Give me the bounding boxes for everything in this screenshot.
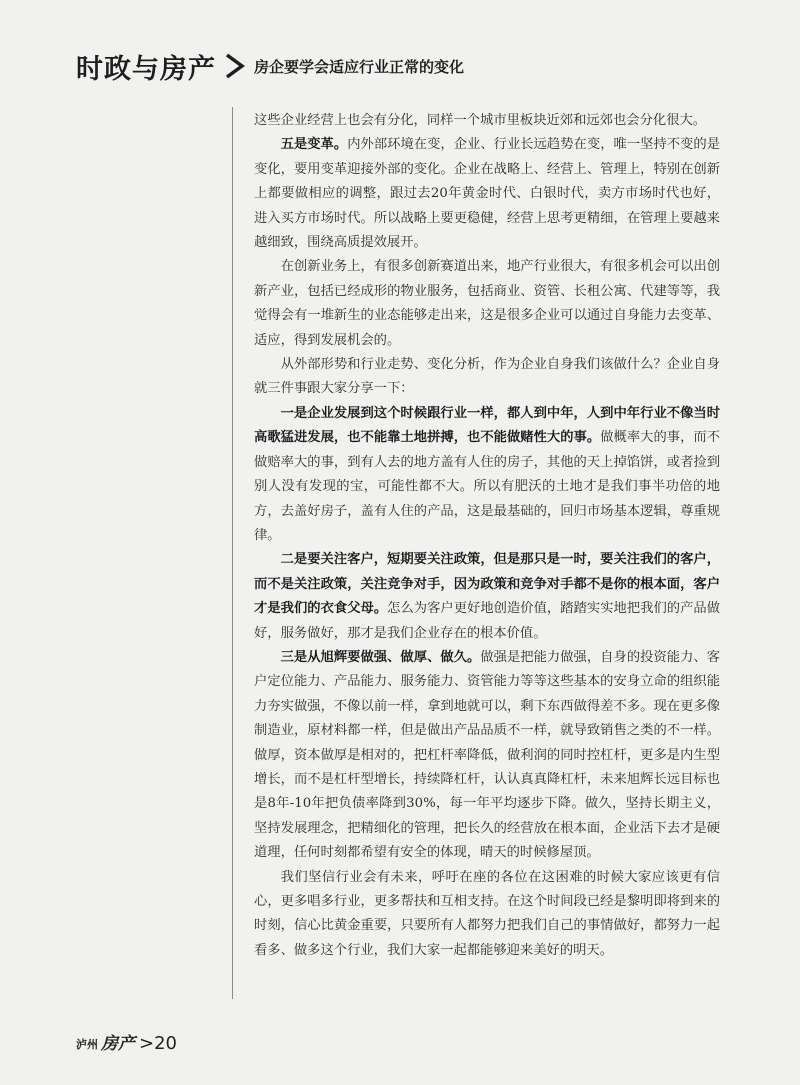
bold-lead: 三是从旭辉要做强、做厚、做久。 — [280, 649, 481, 665]
paragraph-text: 怎么为客户更好地创造价值，踏踏实实地把我们的产品做好，服务做好，那才是我们企业存在的根本价值。 — [254, 601, 721, 641]
vertical-divider — [232, 107, 233, 999]
page-header — [76, 46, 464, 86]
paragraph — [254, 866, 720, 964]
paragraph-text: 内外部环境在变，企业、行业长远趋势在变，唯一坚持不变的是变化，要用变革迎接外部的变化。企业在战略上、经营上、管理上，特别在创新上都要做相应的调整，跟过去20年黄金时代、白银时代，卖方市场时代也好，进入买方市场时代。所以战略上要更稳健，经营上思考更精细，在管理上要越来越细致，围绕高质提效展开。 — [254, 137, 721, 251]
logo-city: 泸州 — [76, 1038, 98, 1051]
chevron-right-icon — [224, 52, 246, 80]
paragraph — [254, 255, 720, 353]
bold-lead: 五是变革。 — [280, 137, 348, 153]
article-title: 房企要学会适应行业正常的变化 — [254, 57, 465, 76]
paragraph — [254, 133, 720, 255]
paragraph-text: 做强是把能力做强，自身的投资能力、客户定位能力、产品能力、服务能力、资管能力等等这些基本的安身立命的组织能力夯实做强，不像以前一样，拿到地就可以，剩下东西做得差不多。现在更多像制造业，原材料都一样，但是做出产品品质不一样，就导致销售之类的不一样。做厚，资本做厚是相对的，把杠杆率降低，做利润的同时控杠杆，更多是内生型增长，而不是杠杆型增长，持续降杠杆，认认真真降杠杆，未来旭辉长远目标也是8年-10年把负债率降到30%，每一年平均逐步下降。做久，坚持长期主义，坚持发展理念，把精细化的管理，把长久的经营放在根本面，企业活下去才是硬道理，任何时刻都希望有安全的体现，晴天的时候修屋顶。 — [254, 649, 721, 861]
page-number: >20 — [139, 1033, 177, 1054]
paragraph — [254, 109, 720, 133]
bold-lead: 二是要关注客户，短期要关注政策，但是那只是一时，要关注我们的客户，而不是关注政策，关注竞争对手，因为政策和竞争对手都不是你的根本面，客户才是我们的衣食父母。 — [254, 552, 720, 617]
paragraph — [254, 402, 720, 548]
paragraph — [254, 548, 720, 646]
bold-lead: 一是企业发展到这个时候跟行业一样，都人到中年，人到中年行业不像当时高歌猛进发展，也不能靠土地拼搏，也不能做赌性大的事。 — [254, 405, 720, 446]
magazine-logo — [76, 1029, 135, 1054]
section-title: 时政与房产 — [76, 53, 216, 85]
article-body — [254, 109, 720, 963]
paragraph-text: 做概率大的事，而不做赔率大的事，到有人去的地方盖有人住的房子，其他的天上掉馅饼，或者捡到别人没有发现的宝，可能性都不大。所以有肥沃的土地才是我们事半功倍的地方，去盖好房子，盖有人住的产品，这是最基础的，回归市场基本逻辑，尊重规律。 — [254, 430, 721, 543]
paragraph-text: 我们坚信行业会有未来，呼吁在座的各位在这困难的时候大家应该更有信心，更多唱多行业，更多帮扶和互相支持。在这个时间段已经是黎明即将到来的时刻，信心比黄金重要，只要所有人都努力把我们自己的事情做好，都努力一起看多、做多这个行业，我们大家一起都能够迎来美好的明天。 — [254, 869, 720, 958]
paragraph — [254, 353, 720, 402]
paragraph-text: 这些企业经营上也会有分化，同样一个城市里板块近郊和远郊也会分化很大。 — [254, 113, 707, 128]
page-footer — [76, 1028, 177, 1054]
paragraph-text: 在创新业务上，有很多创新赛道出来，地产行业很大，有很多机会可以出创新产业，包括已经成形的物业服务，包括商业、资管、长租公寓、代建等等，我觉得会有一堆新生的业态能够走出来，这是很多企业可以通过自身能力去变革、适应，得到发展机会的。 — [254, 259, 720, 348]
paragraph — [254, 646, 720, 866]
paragraph-text: 从外部形势和行业走势、变化分析，作为企业自身我们该做什么？企业自身就三件事跟大家分享一下： — [254, 357, 720, 397]
logo-name: 房产 — [101, 1034, 135, 1054]
